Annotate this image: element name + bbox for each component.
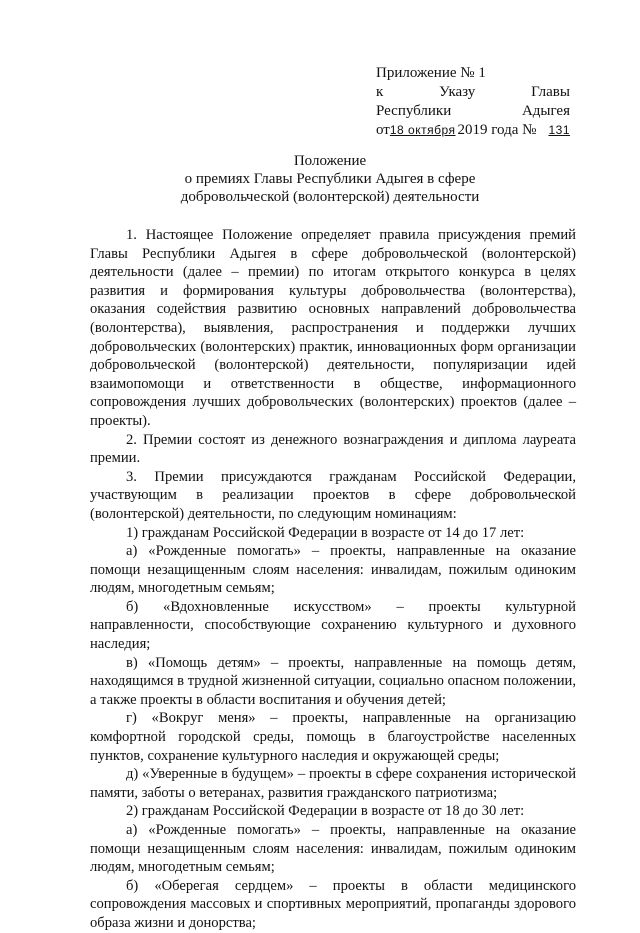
appendix-number-handwritten: 131 [548,123,570,137]
appendix-glavy: Главы [531,84,570,100]
paragraph: 3. Премии присуждаются гражданам Российской Федерации, участвующим в реализации проектов в сфере добровольческой (волонтерской) деятельности, по следующим номинациям: [90,468,576,522]
appendix-date-handwritten: 18 октября [389,123,456,137]
appendix-line-4 [376,121,570,140]
appendix-respubliki: Республики [376,103,452,119]
appendix-line-2 [376,83,570,102]
appendix-ot: от [376,122,390,138]
list-item: б) «Оберегая сердцем» – проекты в области медицинского сопровождения массовых и спортивных мероприятий, пропаганды здорового образа жизни и донорства; [90,877,576,931]
list-item: 1) гражданам Российской Федерации в возрасте от 14 до 17 лет: [126,524,525,541]
list-item: 2) гражданам Российской Федерации в возрасте от 18 до 30 лет: [126,803,525,820]
document-title [100,152,560,206]
document-body [90,226,576,933]
list-item: д) «Уверенные в будущем» – проекты в сфере сохранения исторической памяти, заботы о ветеранах, развития гражданского патриотизма; [90,766,576,801]
appendix-title: Приложение № 1 [376,65,486,81]
list-item: а) «Рожденные помогать» – проекты, направленные на оказание помощи незащищенным слоям населения: инвалидам, пожилым одиноким людям, многодетным семьям; [90,822,576,876]
appendix-line-1 [376,64,570,83]
paragraph: 2. Премии состоят из денежного вознаграждения и диплома лауреата премии. [90,431,576,467]
appendix-k: к [376,84,384,100]
appendix-year-number: 2019 года № [457,122,537,138]
appendix-header [376,64,570,140]
title-line-3: добровольческой (волонтерской) деятельности [180,189,480,205]
title-line-1: Положение [293,153,367,169]
title-line-2: о премиях Главы Республики Адыгея в сфере [184,171,476,187]
appendix-ukazu: Указу [439,84,476,100]
list-item: а) «Рожденные помогать» – проекты, направленные на оказание помощи незащищенным слоям населения: инвалидам, пожилым одиноким людям, многодетным семьям; [90,543,576,597]
list-item: б) «Вдохновленные искусством» – проекты культурной направленности, способствующие сохранению культурного и духовного наследия; [90,598,576,653]
paragraph: 1. Настоящее Положение определяет правила присуждения премий Главы Республики Адыгея в сфере добровольческой (волонтерской) деятельности (далее – премии) по итогам открытого конкурса в целях развития и формирования культуры добровольчества (волонтерства), оказания содействия развитию основных направлений добровольчества (волонтерства), выявления, распространения и поддержки лучших добровольческих (волонтерских) практик, инновационных форм организации добровольческой (волонтерской) деятельности, популяризации идей взаимопомощи и ответственности в обществе, информационного сопровождения лучших добровольческих (волонтерских) проектов (далее – проекты). [90,227,576,429]
appendix-line-3 [376,102,570,121]
list-item: в) «Помощь детям» – проекты, направленные на помощь детям, находящимся в трудной жизненной ситуации, социально опасном положении, а также проекты в области воспитания и обучения детей; [90,654,576,708]
list-item: г) «Вокруг меня» – проекты, направленные на организацию комфортной городской среды, помощь в благоустройстве населенных пунктов, сохранение культурного наследия и окружающей среды; [90,710,576,764]
appendix-adygei: Адыгея [521,103,570,119]
